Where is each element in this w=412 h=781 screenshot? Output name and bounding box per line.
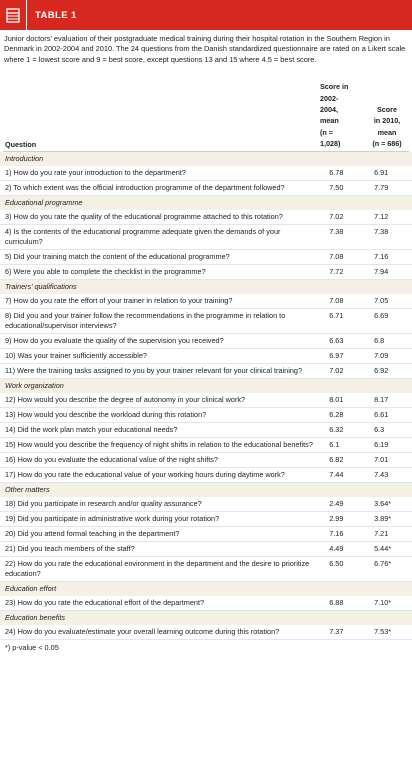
score-2010-cell: 7.10* <box>374 598 392 608</box>
score-2002-cell: 6.97 <box>329 351 344 361</box>
table-body <box>0 152 412 640</box>
score-2002-cell: 7.50 <box>329 183 344 193</box>
score-2010-cell: 6.61 <box>374 410 389 420</box>
header-line: mean <box>320 116 339 126</box>
header-line: (n = 686) <box>372 138 402 148</box>
table-row <box>0 408 412 423</box>
score-2002-cell: 7.08 <box>329 296 344 306</box>
question-cell: 3) How do you rate the quality of the educational programme attached to this rotation? <box>5 212 283 222</box>
question-cell: 22) How do you rate the educational environment in the department and the desire to prioritize education? <box>5 559 310 579</box>
score-2010-cell: 7.21 <box>374 529 389 539</box>
score-2002-cell: 6.32 <box>329 425 344 435</box>
score-2010-cell: 6.91 <box>374 168 389 178</box>
section-heading: Introduction <box>0 152 412 166</box>
table-caption: Junior doctors’ evaluation of their postgraduate medical training during their hospital rotation in the Southern Region in Denmark in 2002-2004 and 2010. The 24 questions from the Danish standardized questionnaire are rated on a Likert scale where 1 = lowest score and 9 = best score, except questions 13 and 15 where 4.5 = best score. <box>4 34 406 64</box>
score-2010-cell: 6.69 <box>374 311 389 321</box>
table-row <box>0 250 412 265</box>
score-2010-cell: 7.79 <box>374 183 389 193</box>
table-row <box>0 181 412 196</box>
score-2010-cell: 7.01 <box>374 455 389 465</box>
table-row <box>0 557 412 582</box>
table-row <box>0 393 412 408</box>
table-row <box>0 364 412 379</box>
score-2010-cell: 6.92 <box>374 366 389 376</box>
score-2010-cell: 7.12 <box>374 212 389 222</box>
score-2002-cell: 6.71 <box>329 311 344 321</box>
table-row <box>0 468 412 483</box>
table-row <box>0 453 412 468</box>
table-row <box>0 438 412 453</box>
question-cell: 7) How do you rate the effort of your trainer in relation to your training? <box>5 296 233 306</box>
table-row <box>0 265 412 280</box>
table-row <box>0 625 412 640</box>
section-heading: Education effort <box>0 582 412 596</box>
question-cell: 13) How would you describe the workload during this rotation? <box>5 410 207 420</box>
table-row <box>0 542 412 557</box>
table-row <box>0 497 412 512</box>
question-cell: 16) How do you evaluate the educational value of the night shifts? <box>5 455 218 465</box>
header-line: 2002- <box>320 93 339 103</box>
score-2002-cell: 2.49 <box>329 499 344 509</box>
score-2010-cell: 6.3 <box>374 425 385 435</box>
header-line: 2004, <box>320 105 338 115</box>
score-2010-cell: 7.05 <box>374 296 389 306</box>
header-divider <box>26 0 27 30</box>
table-row <box>0 423 412 438</box>
score-2010-cell: 8.17 <box>374 395 389 405</box>
question-cell: 21) Did you teach members of the staff? <box>5 544 135 554</box>
score-2010-cell: 7.94 <box>374 267 389 277</box>
question-cell: 2) To which extent was the official introduction programme of the department followed? <box>5 183 285 193</box>
column-headers <box>0 71 412 151</box>
section-heading: Other matters <box>0 483 412 497</box>
table-row <box>0 225 412 250</box>
score-2010-cell: 7.38 <box>374 227 389 237</box>
column-header-score-2002 <box>320 81 362 149</box>
score-2010-cell: 6.76* <box>374 559 392 569</box>
header-line: in 2010, <box>373 116 401 126</box>
score-2010-cell: 6.8 <box>374 336 385 346</box>
question-cell: 12) How would you describe the degree of autonomy in your clinical work? <box>5 395 246 405</box>
score-2002-cell: 6.28 <box>329 410 344 420</box>
score-2010-cell: 3.64* <box>374 499 392 509</box>
question-cell: 4) Is the contents of the educational programme adequate given the demands of your curriculum? <box>5 227 281 247</box>
question-cell: 20) Did you attend formal teaching in the department? <box>5 529 180 539</box>
question-cell: 6) Were you able to complete the checklist in the programme? <box>5 267 206 277</box>
table-row <box>0 512 412 527</box>
score-2002-cell: 7.38 <box>329 227 344 237</box>
table-header-bar <box>0 0 412 30</box>
score-2010-cell: 3.89* <box>374 514 392 524</box>
header-line: (n = <box>320 127 333 137</box>
score-2002-cell: 7.08 <box>329 252 344 262</box>
section-heading: Educational programme <box>0 196 412 210</box>
table-row <box>0 527 412 542</box>
score-2010-cell: 6.19 <box>374 440 389 450</box>
question-cell: 14) Did the work plan match your educational needs? <box>5 425 178 435</box>
header-line: 1,028) <box>320 138 341 148</box>
score-2002-cell: 2.99 <box>329 514 344 524</box>
question-cell: 11) Were the training tasks assigned to you by your trainer relevant for your clinical training? <box>5 366 303 376</box>
table-row <box>0 210 412 225</box>
score-2002-cell: 8.01 <box>329 395 344 405</box>
score-2010-cell: 7.53* <box>374 627 392 637</box>
score-2002-cell: 4.49 <box>329 544 344 554</box>
score-2010-cell: 7.43 <box>374 470 389 480</box>
table-row <box>0 596 412 611</box>
question-cell: 8) Did you and your trainer follow the recommendations in the programme in relation to educational/supervisor interviews? <box>5 311 286 331</box>
score-2002-cell: 6.50 <box>329 559 344 569</box>
question-cell: 9) How do you evaluate the quality of the supervision you received? <box>5 336 224 346</box>
section-heading: Trainers’ qualifications <box>0 280 412 294</box>
section-heading: Education benefits <box>0 611 412 625</box>
column-header-question: Question <box>5 140 37 150</box>
question-cell: 1) How do you rate your introduction to the department? <box>5 168 186 178</box>
score-2002-cell: 6.63 <box>329 336 344 346</box>
score-2002-cell: 7.37 <box>329 627 344 637</box>
table-footnote: *) p-value < 0.05 <box>5 643 59 653</box>
question-cell: 19) Did you participate in administrative work during your rotation? <box>5 514 220 524</box>
score-2010-cell: 5.44* <box>374 544 392 554</box>
score-2002-cell: 7.02 <box>329 212 344 222</box>
question-cell: 10) Was your trainer sufficiently accessible? <box>5 351 147 361</box>
score-2010-cell: 7.09 <box>374 351 389 361</box>
score-2002-cell: 6.78 <box>329 168 344 178</box>
table-title: TABLE 1 <box>35 9 77 21</box>
table-icon <box>0 0 26 30</box>
score-2002-cell: 6.1 <box>329 440 340 450</box>
question-cell: 5) Did your training match the content of the educational programme? <box>5 252 230 262</box>
question-cell: 23) How do you rate the educational effort of the department? <box>5 598 205 608</box>
question-cell: 24) How do you evaluate/estimate your overall learning outcome during this rotation? <box>5 627 280 637</box>
table-row <box>0 334 412 349</box>
score-2002-cell: 7.16 <box>329 529 344 539</box>
question-cell: 18) Did you participate in research and/or quality assurance? <box>5 499 202 509</box>
score-2002-cell: 6.88 <box>329 598 344 608</box>
question-cell: 15) How would you describe the frequency of night shifts in relation to the educational benefits? <box>5 440 313 450</box>
table-row <box>0 166 412 181</box>
table-row <box>0 294 412 309</box>
score-2010-cell: 7.16 <box>374 252 389 262</box>
column-header-score-2010 <box>366 104 408 149</box>
section-heading: Work organization <box>0 379 412 393</box>
score-2002-cell: 6.82 <box>329 455 344 465</box>
header-line: mean <box>377 127 397 137</box>
header-line: Score <box>377 105 397 115</box>
header-line: Score in <box>320 82 349 92</box>
question-cell: 17) How do you rate the educational value of your working hours during daytime work? <box>5 470 285 480</box>
table-row <box>0 349 412 364</box>
score-2002-cell: 7.72 <box>329 267 344 277</box>
table-row <box>0 309 412 334</box>
score-2002-cell: 7.44 <box>329 470 344 480</box>
score-2002-cell: 7.02 <box>329 366 344 376</box>
